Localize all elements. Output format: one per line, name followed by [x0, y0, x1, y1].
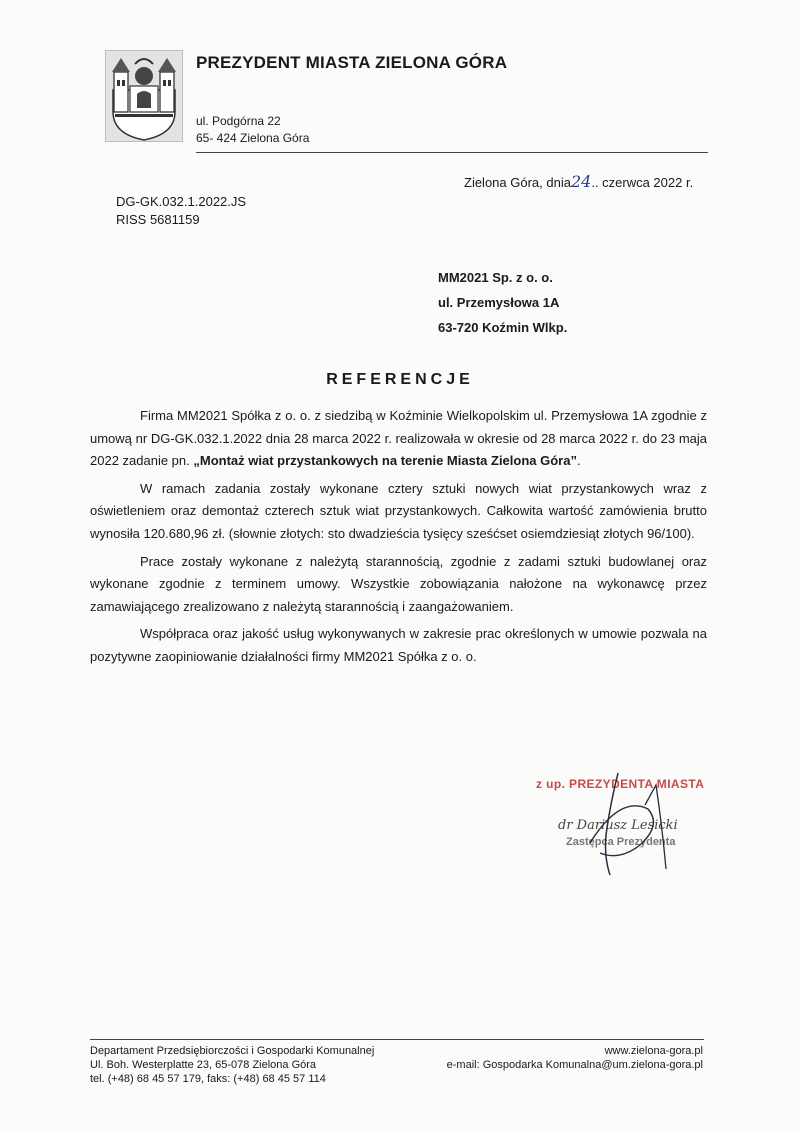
recipient-street: ul. Przemysłowa 1A: [438, 295, 560, 310]
recipient-name: MM2021 Sp. z o. o.: [438, 270, 553, 285]
footer-department-address: Ul. Boh. Westerplatte 23, 65-078 Zielona Góra: [90, 1059, 317, 1071]
date-suffix: .. czerwca 2022 r.: [591, 175, 694, 190]
case-number: DG-GK.032.1.2022.JS: [116, 194, 247, 209]
body-paragraph-1: Firma MM2021 Spółka z o. o. z siedzibą w Koźminie Wielkopolskim ul. Przemysłowa 1A zgodnie z umową nr DG-GK.032.1.2022 dnia 28 marca 2022 r. realizowała w okresie od 28 marca 2022 r. do 23 maja 2022 zadanie pn. „Montaż wiat przystankowych na terenie Miasta Zielona Góra”.: [90, 408, 707, 469]
footer-department-phone: tel. (+48) 68 45 57 179, faks: (+48) 68 45 57 114: [90, 1073, 326, 1085]
footer-email: e-mail: Gospodarka Komunalna@um.zielona-gora.pl: [446, 1059, 703, 1071]
footer-contact: [420, 1044, 703, 1072]
body-paragraph-2: W ramach zadania zostały wykonane cztery sztuki nowych wiat przystankowych wraz z oświetleniem oraz demontaż czterech sztuk wiat przystankowych. Całkowita wartość zamówienia brutto wynosiła 120.680,96 zł. (słownie złotych: sto dwadzieścia tysięcy sześćset osiemdziesiąt złotych 96/100).: [90, 480, 707, 541]
footer-department-name: Departament Przedsiębiorczości i Gospodarki Komunalnej: [90, 1045, 375, 1057]
riss-number: RISS 5681159: [116, 212, 200, 227]
document-title: REFERENCJE: [326, 371, 474, 388]
footer-website: www.zielona-gora.pl: [604, 1045, 703, 1057]
stamp-authority: z up. PREZYDENTA MIASTA: [536, 777, 705, 791]
header-divider: [196, 152, 708, 153]
date-day-handwritten: 24: [570, 172, 592, 191]
issuer-city: 65- 424 Zielona Góra: [196, 131, 310, 145]
recipient-city: 63-720 Koźmin Wlkp.: [438, 320, 568, 335]
footer-department: [90, 1044, 374, 1086]
letter-date: [464, 172, 693, 191]
city-coat-of-arms: [105, 50, 183, 142]
letter-body: [90, 405, 707, 674]
recipient-block: [438, 265, 567, 340]
issuer-title: PREZYDENT MIASTA ZIELONA GÓRA: [196, 53, 508, 72]
reference-numbers: [116, 193, 246, 229]
issuer-address: [196, 113, 309, 147]
stamp-signatory-name: dr Dariusz Lesicki: [558, 818, 678, 833]
footer-divider: [90, 1039, 704, 1040]
task-name: „Montaż wiat przystankowych na terenie Miasta Zielona Góra”: [193, 453, 577, 469]
body-paragraph-3: Prace zostały wykonane z należytą starannością, zgodnie z zadami sztuki budowlanej oraz wykonane zgodnie z terminem umowy. Wszystkie zobowiązania nałożone na wykonawcę przez zamawiającego zrealizowano z należytą starannością i zaangażowaniem.: [90, 553, 707, 614]
stamp-signatory-role: Zastępca Prezydenta: [566, 836, 676, 848]
issuer-street: ul. Podgórna 22: [196, 114, 281, 128]
body-paragraph-4: Współpraca oraz jakość usług wykonywanych w zakresie prac określonych w umowie pozwala na pozytywne zaopiniowanie działalności firmy MM2021 Spółka z o. o.: [90, 626, 707, 664]
date-prefix: Zielona Góra, dnia: [464, 175, 571, 190]
handwritten-signature: [570, 765, 690, 885]
